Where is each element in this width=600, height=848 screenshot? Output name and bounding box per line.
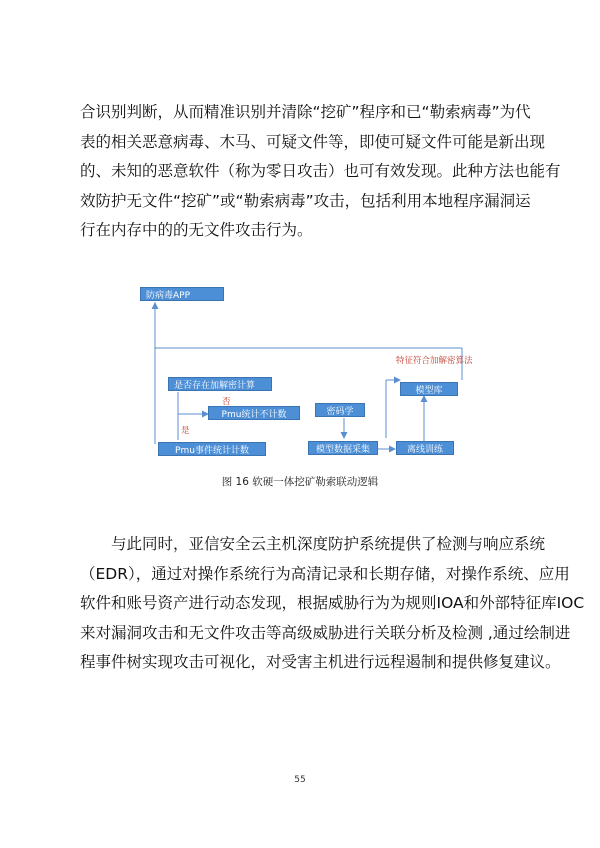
text-line: 来对漏洞攻击和无文件攻击等高级威胁进行关联分析及检测 ,通过绘制进 — [80, 623, 571, 642]
box-pmu-count: Pmu事件统计计数 — [158, 442, 266, 456]
box-offline-train: 离线训练 — [396, 441, 454, 455]
box-pmu-no-count: Pmu统计不计数 — [208, 406, 300, 420]
text-line: 程事件树实现攻击可视化，对受害主机进行远程遏制和提供修复建议。 — [80, 653, 561, 671]
annotation-no: 否 — [222, 397, 231, 407]
paragraph-1 — [80, 98, 561, 246]
paragraph-2 — [80, 530, 585, 678]
text-line: 表的相关恶意病毒、木马、可疑文件等，即使可疑文件可能是新出现 — [80, 132, 546, 151]
box-crypto: 密码学 — [315, 403, 365, 417]
box-antivirus-app: 防病毒APP — [140, 287, 224, 301]
text-line: 软件和账号资产进行动态发现，根据威胁行为为规则IOA和外部特征库IOC — [80, 594, 585, 612]
annotation-feature-match: 特征符合加解密算法 — [396, 356, 473, 366]
text-line: 的、未知的恶意软件（称为零日攻击）也可有效发现。此种方法也能有 — [80, 162, 561, 180]
box-model-data: 模型数据采集 — [308, 441, 378, 455]
text-line: 与此同时，亚信安全云主机深度防护系统提供了检测与响应系统 — [80, 535, 546, 553]
page-number: 55 — [294, 775, 306, 785]
text-line: 行在内存中的的无文件攻击行为。 — [80, 221, 313, 239]
text-line: 效防护无文件“挖矿”或“勒索病毒”攻击，包括利用本地程序漏洞运 — [80, 191, 531, 210]
text-line: （EDR），通过对操作系统行为高清记录和长期存储，对操作系统、应用 — [80, 564, 570, 583]
figure-caption: 图 16 软硬一体挖矿勒索联动逻辑 — [221, 476, 379, 488]
annotation-yes: 是 — [181, 426, 190, 436]
text-line: 合识别判断，从而精准识别并清除“挖矿”程序和已“勒索病毒”为代 — [80, 103, 531, 121]
box-model-lib: 模型库 — [400, 382, 458, 396]
box-encrypt-check: 是否存在加解密计算 — [168, 377, 272, 391]
flow-diagram — [110, 272, 490, 472]
